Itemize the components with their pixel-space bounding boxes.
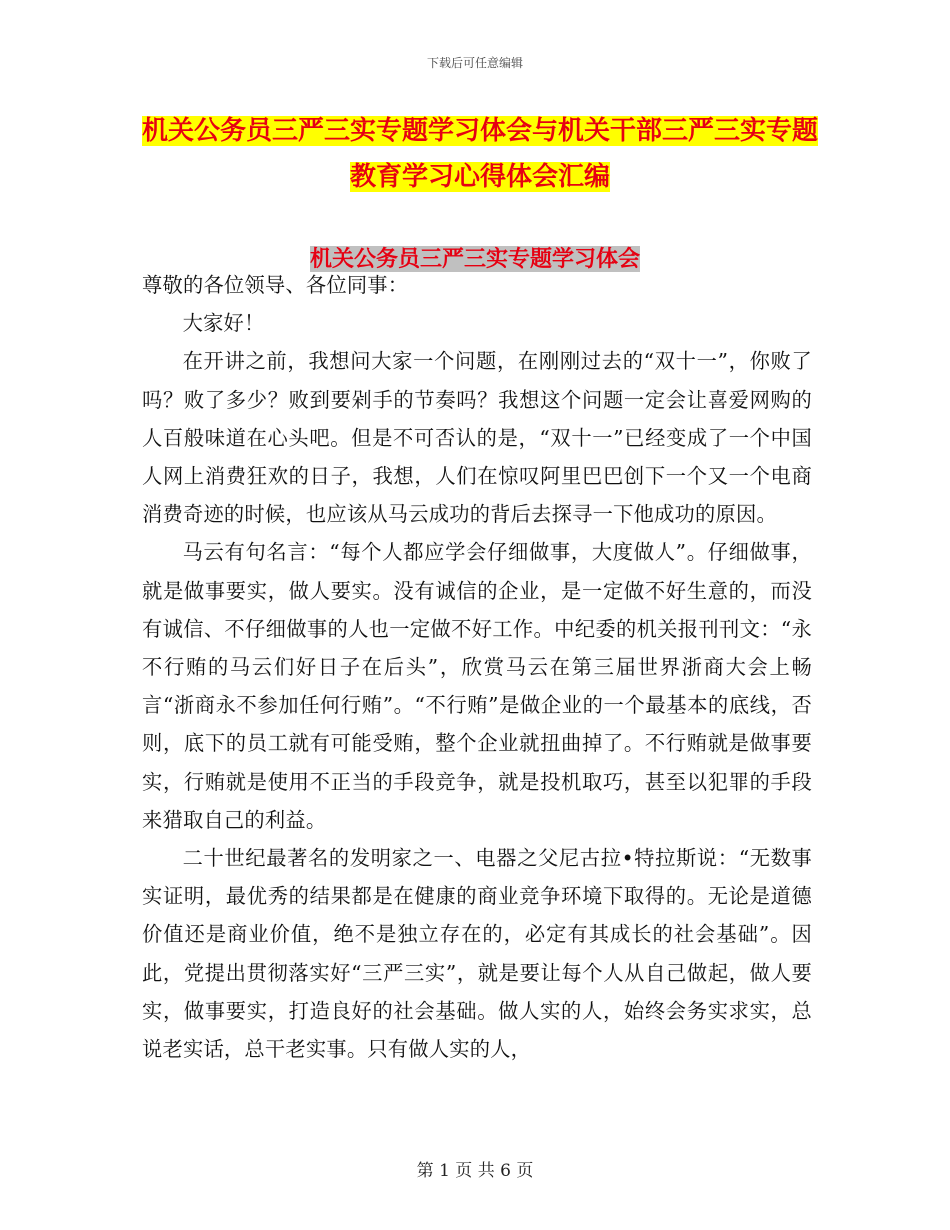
body-text: [142, 266, 812, 1068]
section-title-text: 机关公务员三严三实专题学习体会: [309, 246, 640, 272]
document-title: [140, 108, 820, 200]
document-title-text: 机关公务员三严三实专题学习体会与机关干部三严三实专题教育学习心得体会汇编: [141, 116, 818, 192]
greeting: 大家好！: [182, 311, 265, 336]
paragraph: 马云有句名言：“每个人都应学会仔细做事，大度做人”。仔细做事，就是做事要实，做人要实。没有诚信的企业，是一定做不好生意的，而没有诚信、不仔细做事的人也一定做不好工作。中纪委的机关报刊刊文：“永不行贿的马云们好日子在后头”，欣赏马云在第三届世界浙商大会上畅言“浙商永不参加任何行贿”。“不行贿”是做企业的一个最基本的底线，否则，底下的员工就有可能受贿，整个企业就扭曲掉了。不行贿就是做事要实，行贿就是使用不正当的手段竞争，就是投机取巧，甚至以犯罪的手段来猎取自己的利益。: [142, 540, 812, 832]
paragraph: 二十世纪最著名的发明家之一、电器之父尼古拉•特拉斯说：“无数事实证明，最优秀的结果都是在健康的商业竞争环境下取得的。无论是道德价值还是商业价值，绝不是独立存在的，必定有其成长的社会基础”。因此，党提出贯彻落实好“三严三实”，就是要让每个人从自己做起，做人要实，做事要实，打造良好的社会基础。做人实的人，始终会务实求实，总说老实话，总干老实事。只有做人实的人，: [142, 846, 812, 1062]
page-footer: 第 1 页 共 6 页: [416, 1161, 534, 1181]
salutation: 尊敬的各位领导、各位同事：: [142, 273, 409, 297]
header-note: 下载后可任意编辑: [426, 56, 523, 70]
paragraph: 在开讲之前，我想问大家一个问题，在刚刚过去的“双十一”，你败了吗？败了多少？败到要剁手的节奏吗？我想这个问题一定会让喜爱网购的人百般味道在心头吧。但是不可否认的是，“双十一”已经变成了一个中国人网上消费狂欢的日子，我想，人们在惊叹阿里巴巴创下一个又一个电商消费奇迹的时候，也应该从马云成功的背后去探寻一下他成功的原因。: [142, 349, 812, 527]
